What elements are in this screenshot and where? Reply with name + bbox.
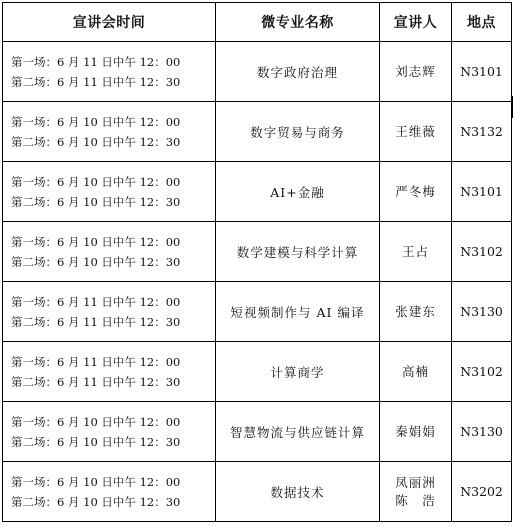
speaker-cell xyxy=(380,342,452,402)
time-cell xyxy=(3,402,216,462)
speaker-cell xyxy=(380,42,452,102)
major-cell: AI+金融 xyxy=(216,162,380,222)
speaker-name: 严冬梅 xyxy=(395,183,436,199)
session-one: 第一场：6 月 10 日中午 12：00 xyxy=(11,234,181,249)
speaker-name: 秦娟娟 xyxy=(395,423,436,439)
page-edge-mark xyxy=(512,96,513,118)
session-one: 第一场：6 月 10 日中午 12：00 xyxy=(11,414,181,429)
speaker-name: 陈 浩 xyxy=(395,492,436,508)
table-row xyxy=(3,42,512,102)
session-two: 第二场：6 月 10 日中午 12：30 xyxy=(11,134,181,149)
location-cell: N3101 xyxy=(452,42,512,102)
header-time: 宣讲会时间 xyxy=(3,3,216,42)
location-cell: N3130 xyxy=(452,402,512,462)
speaker-name: 刘志辉 xyxy=(395,63,436,79)
schedule-table xyxy=(2,2,512,522)
table-row xyxy=(3,162,512,222)
speaker-cell xyxy=(380,162,452,222)
speaker-name: 张建东 xyxy=(395,303,436,319)
major-cell: 数字贸易与商务 xyxy=(216,102,380,162)
session-two: 第二场：6 月 11 日中午 12：30 xyxy=(11,374,181,389)
header-location: 地点 xyxy=(452,3,512,42)
time-cell xyxy=(3,222,216,282)
speaker-cell xyxy=(380,222,452,282)
major-cell: 计算商学 xyxy=(216,342,380,402)
speaker-name: 高楠 xyxy=(401,363,429,379)
major-cell: 智慧物流与供应链计算 xyxy=(216,402,380,462)
schedule-sheet xyxy=(2,2,511,522)
major-cell: 数据技术 xyxy=(216,462,380,522)
session-two: 第二场：6 月 10 日中午 12：30 xyxy=(11,194,181,209)
location-cell: N3202 xyxy=(452,462,512,522)
session-one: 第一场：6 月 11 日中午 12：00 xyxy=(11,354,181,369)
session-one: 第一场：6 月 11 日中午 12：00 xyxy=(11,294,181,309)
time-cell xyxy=(3,282,216,342)
header-row xyxy=(3,3,512,42)
location-cell: N3102 xyxy=(452,342,512,402)
speaker-cell xyxy=(380,462,452,522)
session-one: 第一场：6 月 10 日中午 12：00 xyxy=(11,474,181,489)
session-two: 第二场：6 月 11 日中午 12：30 xyxy=(11,314,181,329)
time-cell xyxy=(3,342,216,402)
time-cell xyxy=(3,462,216,522)
location-cell: N3102 xyxy=(452,222,512,282)
session-two: 第二场：6 月 10 日中午 12：30 xyxy=(11,494,181,509)
session-two: 第二场：6 月 11 日中午 12：30 xyxy=(11,74,181,89)
time-cell xyxy=(3,42,216,102)
time-cell xyxy=(3,102,216,162)
major-cell: 数学建模与科学计算 xyxy=(216,222,380,282)
table-row xyxy=(3,462,512,522)
table-row xyxy=(3,402,512,462)
speaker-cell xyxy=(380,102,452,162)
major-cell: 数字政府治理 xyxy=(216,42,380,102)
table-row xyxy=(3,342,512,402)
session-one: 第一场：6 月 11 日中午 12：00 xyxy=(11,54,181,69)
location-cell: N3132 xyxy=(452,102,512,162)
header-major: 微专业名称 xyxy=(216,3,380,42)
table-row xyxy=(3,282,512,342)
speaker-name: 凤丽洲 xyxy=(395,474,436,490)
session-two: 第二场：6 月 10 日中午 12：30 xyxy=(11,254,181,269)
header-speaker: 宣讲人 xyxy=(380,3,452,42)
speaker-name: 王占 xyxy=(401,243,429,259)
table-row xyxy=(3,102,512,162)
speaker-cell xyxy=(380,282,452,342)
session-one: 第一场：6 月 10 日中午 12：00 xyxy=(11,174,181,189)
location-cell: N3101 xyxy=(452,162,512,222)
speaker-name: 王维薇 xyxy=(395,123,436,139)
major-cell: 短视频制作与 AI 编译 xyxy=(216,282,380,342)
session-one: 第一场：6 月 10 日中午 12：00 xyxy=(11,114,181,129)
table-row xyxy=(3,222,512,282)
speaker-cell xyxy=(380,402,452,462)
session-two: 第二场：6 月 10 日中午 12：30 xyxy=(11,434,181,449)
time-cell xyxy=(3,162,216,222)
location-cell: N3130 xyxy=(452,282,512,342)
